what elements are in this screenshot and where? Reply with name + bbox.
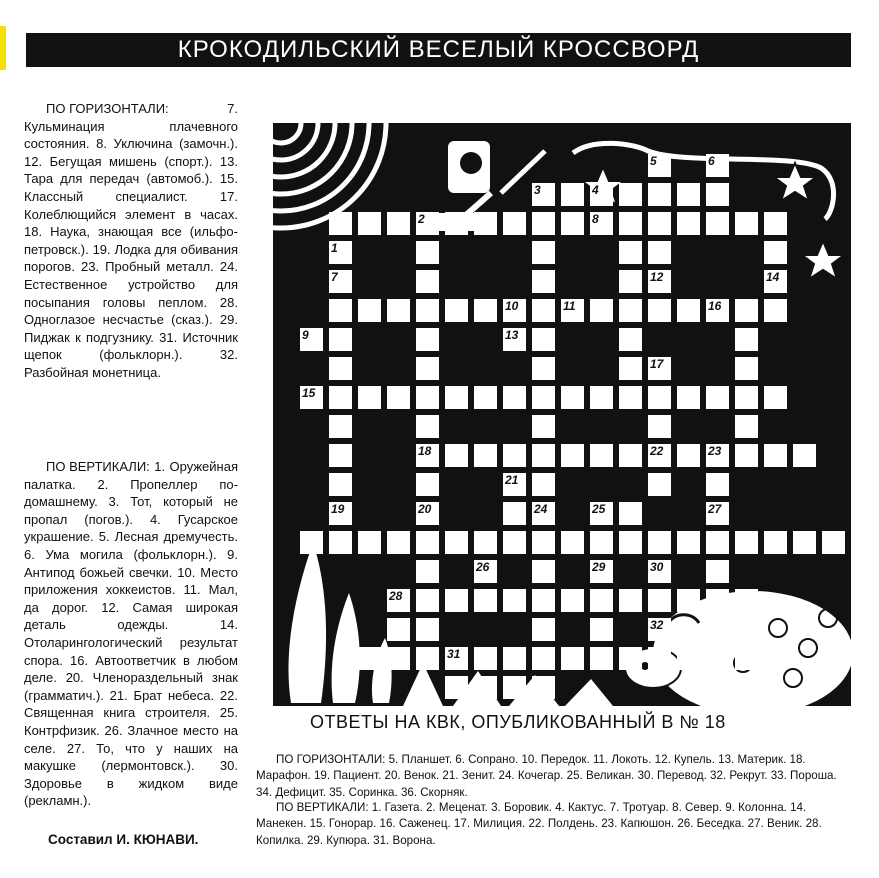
grid-cell-numbered[interactable]: [329, 502, 352, 525]
grid-cell[interactable]: [387, 618, 410, 641]
grid-number: 23: [708, 444, 722, 458]
grid-cell[interactable]: [793, 531, 816, 554]
grid-cell-numbered[interactable]: [590, 183, 613, 206]
grid-cell[interactable]: [764, 212, 787, 235]
grid-cell[interactable]: [648, 299, 671, 322]
grid-cell[interactable]: [706, 212, 729, 235]
grid-cell[interactable]: [416, 473, 439, 496]
grid-cell[interactable]: [561, 386, 584, 409]
grid-number: 2: [418, 212, 425, 226]
grid-cell[interactable]: [677, 531, 700, 554]
grid-cell-numbered[interactable]: [503, 473, 526, 496]
grid-number: 3: [534, 183, 541, 197]
grid-cell[interactable]: [416, 241, 439, 264]
grid-number: 10: [505, 299, 519, 313]
clues-across-heading: ПО ГОРИЗОНТАЛИ:: [46, 101, 169, 116]
grid-number: 12: [650, 270, 664, 284]
grid-cell[interactable]: [358, 386, 381, 409]
grid-cell[interactable]: [532, 531, 555, 554]
grid-cell[interactable]: [822, 531, 845, 554]
grid-cell[interactable]: [677, 444, 700, 467]
grid-cell[interactable]: [706, 531, 729, 554]
answers-down-text: ПО ВЕРТИКАЛИ: 1. Газета. 2. Меценат. 3. Боровик. 4. Кактус. 7. Тротуар. 8. Север. 9. Колонна. 14. Манекен. 15. Гонорар. 16. Саженец. 17. Милиция. 22. Полдень. 23. Капюшон. 26. Беседка. 27. Веник. 28. Копилка. 29. Купюра. 31. Ворона.: [256, 801, 822, 847]
grid-number: 20: [418, 502, 432, 516]
grid-cell[interactable]: [445, 299, 468, 322]
grid-cell[interactable]: [735, 212, 758, 235]
grid-cell[interactable]: [619, 212, 642, 235]
author-credit: Составил И. КЮНАВИ.: [48, 832, 199, 847]
grid-cell[interactable]: [474, 676, 497, 699]
answers-heading: ОТВЕТЫ НА КВК, ОПУБЛИКОВАННЫЙ В № 18: [310, 712, 726, 732]
grid-cell[interactable]: [706, 589, 729, 612]
crossword-grid: [273, 123, 851, 706]
grid-cell-numbered[interactable]: [416, 212, 439, 235]
grid-cell[interactable]: [735, 328, 758, 351]
grid-cell-numbered[interactable]: [387, 589, 410, 612]
grid-cell-numbered[interactable]: [300, 328, 323, 351]
grid-cell[interactable]: [532, 647, 555, 670]
grid-cell[interactable]: [677, 212, 700, 235]
grid-cell-numbered[interactable]: [706, 299, 729, 322]
grid-cell[interactable]: [590, 589, 613, 612]
grid-number: 7: [331, 270, 338, 284]
grid-cell[interactable]: [416, 328, 439, 351]
grid-cell[interactable]: [416, 415, 439, 438]
grid-number: 29: [592, 560, 606, 574]
grid-cell[interactable]: [474, 531, 497, 554]
grid-cell[interactable]: [735, 647, 758, 670]
grid-number: 8: [592, 212, 599, 226]
grid-cell[interactable]: [503, 502, 526, 525]
grid-cell-numbered[interactable]: [532, 183, 555, 206]
grid-cell[interactable]: [300, 531, 323, 554]
grid-cell[interactable]: [735, 386, 758, 409]
grid-cell[interactable]: [416, 531, 439, 554]
grid-cell[interactable]: [445, 531, 468, 554]
grid-cell[interactable]: [561, 212, 584, 235]
grid-cell[interactable]: [532, 328, 555, 351]
grid-cell[interactable]: [503, 212, 526, 235]
grid-cell-numbered[interactable]: [329, 241, 352, 264]
grid-cell[interactable]: [648, 241, 671, 264]
grid-cell[interactable]: [329, 415, 352, 438]
grid-cell[interactable]: [619, 328, 642, 351]
grid-cell[interactable]: [619, 270, 642, 293]
grid-cell[interactable]: [735, 415, 758, 438]
grid-number: 1: [331, 241, 338, 255]
grid-cell-numbered[interactable]: [416, 502, 439, 525]
grid-cell-numbered[interactable]: [474, 560, 497, 583]
grid-number: 17: [650, 357, 664, 371]
grid-cell[interactable]: [532, 560, 555, 583]
grid-cell[interactable]: [416, 357, 439, 380]
page-title: КРОКОДИЛЬСКИЙ ВЕСЕЛЫЙ КРОССВОРД: [177, 36, 700, 63]
grid-cell[interactable]: [648, 473, 671, 496]
grid-number: 21: [505, 473, 519, 487]
grid-cell[interactable]: [445, 589, 468, 612]
grid-cell-numbered[interactable]: [503, 299, 526, 322]
grid-number: 26: [476, 560, 490, 574]
grid-cell[interactable]: [648, 386, 671, 409]
grid-cell[interactable]: [416, 386, 439, 409]
grid-cell-numbered[interactable]: [706, 444, 729, 467]
grid-cell[interactable]: [329, 386, 352, 409]
grid-number: 22: [650, 444, 664, 458]
grid-cell-numbered[interactable]: [706, 502, 729, 525]
grid-cell[interactable]: [503, 589, 526, 612]
grid-cell[interactable]: [590, 299, 613, 322]
grid-cell-numbered[interactable]: [590, 212, 613, 235]
grid-cell[interactable]: [532, 270, 555, 293]
grid-cell[interactable]: [329, 299, 352, 322]
grid-cell-numbered[interactable]: [648, 270, 671, 293]
grid-number: 30: [650, 560, 664, 574]
grid-cell[interactable]: [706, 386, 729, 409]
grid-cell[interactable]: [474, 647, 497, 670]
grid-cell[interactable]: [648, 183, 671, 206]
grid-cell[interactable]: [532, 386, 555, 409]
grid-cell-numbered[interactable]: [590, 502, 613, 525]
grid-cell[interactable]: [561, 647, 584, 670]
grid-cell[interactable]: [358, 212, 381, 235]
grid-cell[interactable]: [474, 299, 497, 322]
grid-number: 24: [534, 502, 548, 516]
clues-down: [24, 458, 238, 810]
grid-cell[interactable]: [590, 531, 613, 554]
grid-cell[interactable]: [445, 444, 468, 467]
grid-cell[interactable]: [648, 212, 671, 235]
grid-cell[interactable]: [706, 183, 729, 206]
grid-cell[interactable]: [329, 473, 352, 496]
grid-cell[interactable]: [503, 647, 526, 670]
grid-cell[interactable]: [561, 531, 584, 554]
grid-number: 13: [505, 328, 519, 342]
grid-cell[interactable]: [793, 444, 816, 467]
grid-number: 6: [708, 154, 715, 168]
grid-cell[interactable]: [416, 618, 439, 641]
grid-cell[interactable]: [677, 589, 700, 612]
grid-cell[interactable]: [503, 444, 526, 467]
grid-cell[interactable]: [474, 589, 497, 612]
grid-number: 5: [650, 154, 657, 168]
grid-cell[interactable]: [416, 270, 439, 293]
grid-cell[interactable]: [387, 299, 410, 322]
grid-cell[interactable]: [387, 386, 410, 409]
grid-cell[interactable]: [532, 618, 555, 641]
grid-cell[interactable]: [735, 299, 758, 322]
grid-cell[interactable]: [358, 299, 381, 322]
grid-cell-numbered[interactable]: [648, 618, 671, 641]
clues-across: [24, 100, 238, 382]
clues-down-text: 1. Оружейная палатка. 2. Пропеллер по-домашнему. 3. Тот, который не пропал (погов.). 4. Гусарское украшение. 5. Лесная дремучесть. 6. Ума могила (фольклорн.). 9. Антипод божьей свечки. 10. Место приложения хоккеистов. 11. Мал, да дорог. 12. Самая широкая деталь одежды. 14. Отоларингологический результат спора. 16. Автоответчик в любом деле. 20. Членораздельный знак (грамматич.). 21. Брат небеса. 22. Священная книга строителя. 25. Контрфизик. 26. Злачное место на селе. 27. То, что у наших на макушке (лермонтовск.). 30. Здоровье в жидком виде (рекламн.).: [24, 459, 238, 809]
grid-number: 9: [302, 328, 309, 342]
grid-cell-numbered[interactable]: [503, 328, 526, 351]
grid-cell[interactable]: [735, 444, 758, 467]
grid-cell[interactable]: [619, 589, 642, 612]
clues-across-text: 7. Кульминация плачевного состояния. 8. Уключина (замочн.). 12. Бегущая мишень (спорт.). 13. Тара для передач (автомоб.). 15. Классный специалист. 17. Колеблющийся элемент в часах. 18. Наука, знающая все (ильфо-петровск.). 19. Лодка для обивания порогов. 23. Пробный металл. 24. Естественное устройство для посыпания головы пеплом. 28. Одноглазое несчастье (сказ.). 29. Пиджак к подгузнику. 31. Источник щепок (фольклорн.). 32. Разбойная монетница.: [24, 101, 238, 380]
grid-cell[interactable]: [648, 531, 671, 554]
grid-number: 25: [592, 502, 606, 516]
answers-across-text: ПО ГОРИЗОНТАЛИ: 5. Планшет. 6. Сопрано. 10. Передок. 11. Локоть. 12. Купель. 13. Материк. 18. Марафон. 19. Пациент. 20. Венок. 21. Зенит. 24. Кочегар. 25. Великан. 30. Перевод. 32. Рекрут. 33. Пороша. 34. Дефицит. 35. Соринка. 36. Скорняк.: [256, 753, 837, 799]
grid-cell-numbered[interactable]: [561, 299, 584, 322]
grid-cell[interactable]: [416, 589, 439, 612]
grid-cell-numbered[interactable]: [329, 270, 352, 293]
grid-cell[interactable]: [706, 560, 729, 583]
grid-cell[interactable]: [735, 589, 758, 612]
grid-cell[interactable]: [648, 589, 671, 612]
grid-number: 28: [389, 589, 403, 603]
grid-cell[interactable]: [503, 676, 526, 699]
grid-cell[interactable]: [764, 299, 787, 322]
grid-cell[interactable]: [619, 502, 642, 525]
grid-cell[interactable]: [590, 618, 613, 641]
grid-cell[interactable]: [532, 357, 555, 380]
grid-cell-numbered[interactable]: [648, 357, 671, 380]
grid-number: 27: [708, 502, 722, 516]
grid-cell[interactable]: [329, 444, 352, 467]
grid-cell[interactable]: [764, 241, 787, 264]
grid-cell-numbered[interactable]: [416, 444, 439, 467]
grid-cell[interactable]: [619, 357, 642, 380]
grid-cell-numbered[interactable]: [445, 647, 468, 670]
grid-cell[interactable]: [387, 531, 410, 554]
grid-cell[interactable]: [648, 647, 671, 670]
grid-cell[interactable]: [619, 241, 642, 264]
grid-number: 31: [447, 647, 461, 661]
clues-down-heading: ПО ВЕРТИКАЛИ:: [46, 459, 150, 474]
grid-cell[interactable]: [677, 299, 700, 322]
grid-cell[interactable]: [590, 444, 613, 467]
grid-cell[interactable]: [474, 212, 497, 235]
grid-cell[interactable]: [532, 676, 555, 699]
grid-cell-numbered[interactable]: [532, 502, 555, 525]
grid-cell-numbered[interactable]: [706, 154, 729, 177]
grid-cell[interactable]: [532, 241, 555, 264]
grid-cell[interactable]: [532, 444, 555, 467]
grid-cell[interactable]: [445, 386, 468, 409]
grid-cell[interactable]: [474, 386, 497, 409]
page-title-bar: [26, 33, 851, 67]
grid-cell-numbered[interactable]: [648, 154, 671, 177]
grid-cell[interactable]: [532, 212, 555, 235]
grid-cell[interactable]: [735, 531, 758, 554]
grid-cell[interactable]: [619, 444, 642, 467]
grid-cell[interactable]: [532, 473, 555, 496]
grid-cell[interactable]: [619, 183, 642, 206]
grid-cell[interactable]: [416, 299, 439, 322]
grid-cell[interactable]: [445, 676, 468, 699]
grid-cell[interactable]: [561, 589, 584, 612]
grid-cell[interactable]: [561, 444, 584, 467]
grid-cell-numbered[interactable]: [764, 270, 787, 293]
grid-cell[interactable]: [445, 212, 468, 235]
grid-cell[interactable]: [590, 386, 613, 409]
grid-cell[interactable]: [677, 386, 700, 409]
grid-number: 32: [650, 618, 664, 632]
grid-cell[interactable]: [416, 647, 439, 670]
grid-cell[interactable]: [532, 589, 555, 612]
grid-cell[interactable]: [677, 183, 700, 206]
grid-cell[interactable]: [735, 357, 758, 380]
grid-cell[interactable]: [764, 386, 787, 409]
grid-cell[interactable]: [764, 531, 787, 554]
grid-cell[interactable]: [474, 444, 497, 467]
answers-across: [256, 752, 856, 801]
grid-cell[interactable]: [329, 328, 352, 351]
grid-cell[interactable]: [416, 560, 439, 583]
grid-cell[interactable]: [532, 299, 555, 322]
grid-number: 4: [592, 183, 599, 197]
answers-down: [256, 800, 856, 849]
grid-cell[interactable]: [503, 531, 526, 554]
grid-cell[interactable]: [648, 415, 671, 438]
grid-cell[interactable]: [619, 531, 642, 554]
grid-cell-numbered[interactable]: [300, 386, 323, 409]
grid-cell[interactable]: [619, 386, 642, 409]
grid-cell[interactable]: [590, 647, 613, 670]
grid-cell-numbered[interactable]: [648, 444, 671, 467]
grid-number: 18: [418, 444, 432, 458]
grid-number: 19: [331, 502, 345, 516]
grid-cell[interactable]: [358, 531, 381, 554]
grid-cell[interactable]: [503, 386, 526, 409]
grid-number: 15: [302, 386, 316, 400]
grid-cell[interactable]: [387, 647, 410, 670]
grid-cell[interactable]: [561, 183, 584, 206]
grid-cell[interactable]: [706, 473, 729, 496]
grid-cell[interactable]: [706, 647, 729, 670]
grid-cell[interactable]: [619, 647, 642, 670]
grid-cell[interactable]: [619, 299, 642, 322]
grid-cell[interactable]: [329, 531, 352, 554]
grid-cell[interactable]: [532, 415, 555, 438]
grid-cell[interactable]: [387, 212, 410, 235]
crossword-illustrations: [273, 123, 851, 706]
grid-cell[interactable]: [329, 212, 352, 235]
grid-number: 11: [563, 299, 576, 313]
grid-cell[interactable]: [677, 647, 700, 670]
grid-cell-numbered[interactable]: [590, 560, 613, 583]
grid-cell[interactable]: [329, 357, 352, 380]
grid-cell[interactable]: [764, 444, 787, 467]
grid-cell-numbered[interactable]: [648, 560, 671, 583]
grid-number: 14: [766, 270, 780, 284]
page-edge-marker: [0, 26, 6, 70]
grid-number: 16: [708, 299, 722, 313]
grid-cell[interactable]: [358, 647, 381, 670]
